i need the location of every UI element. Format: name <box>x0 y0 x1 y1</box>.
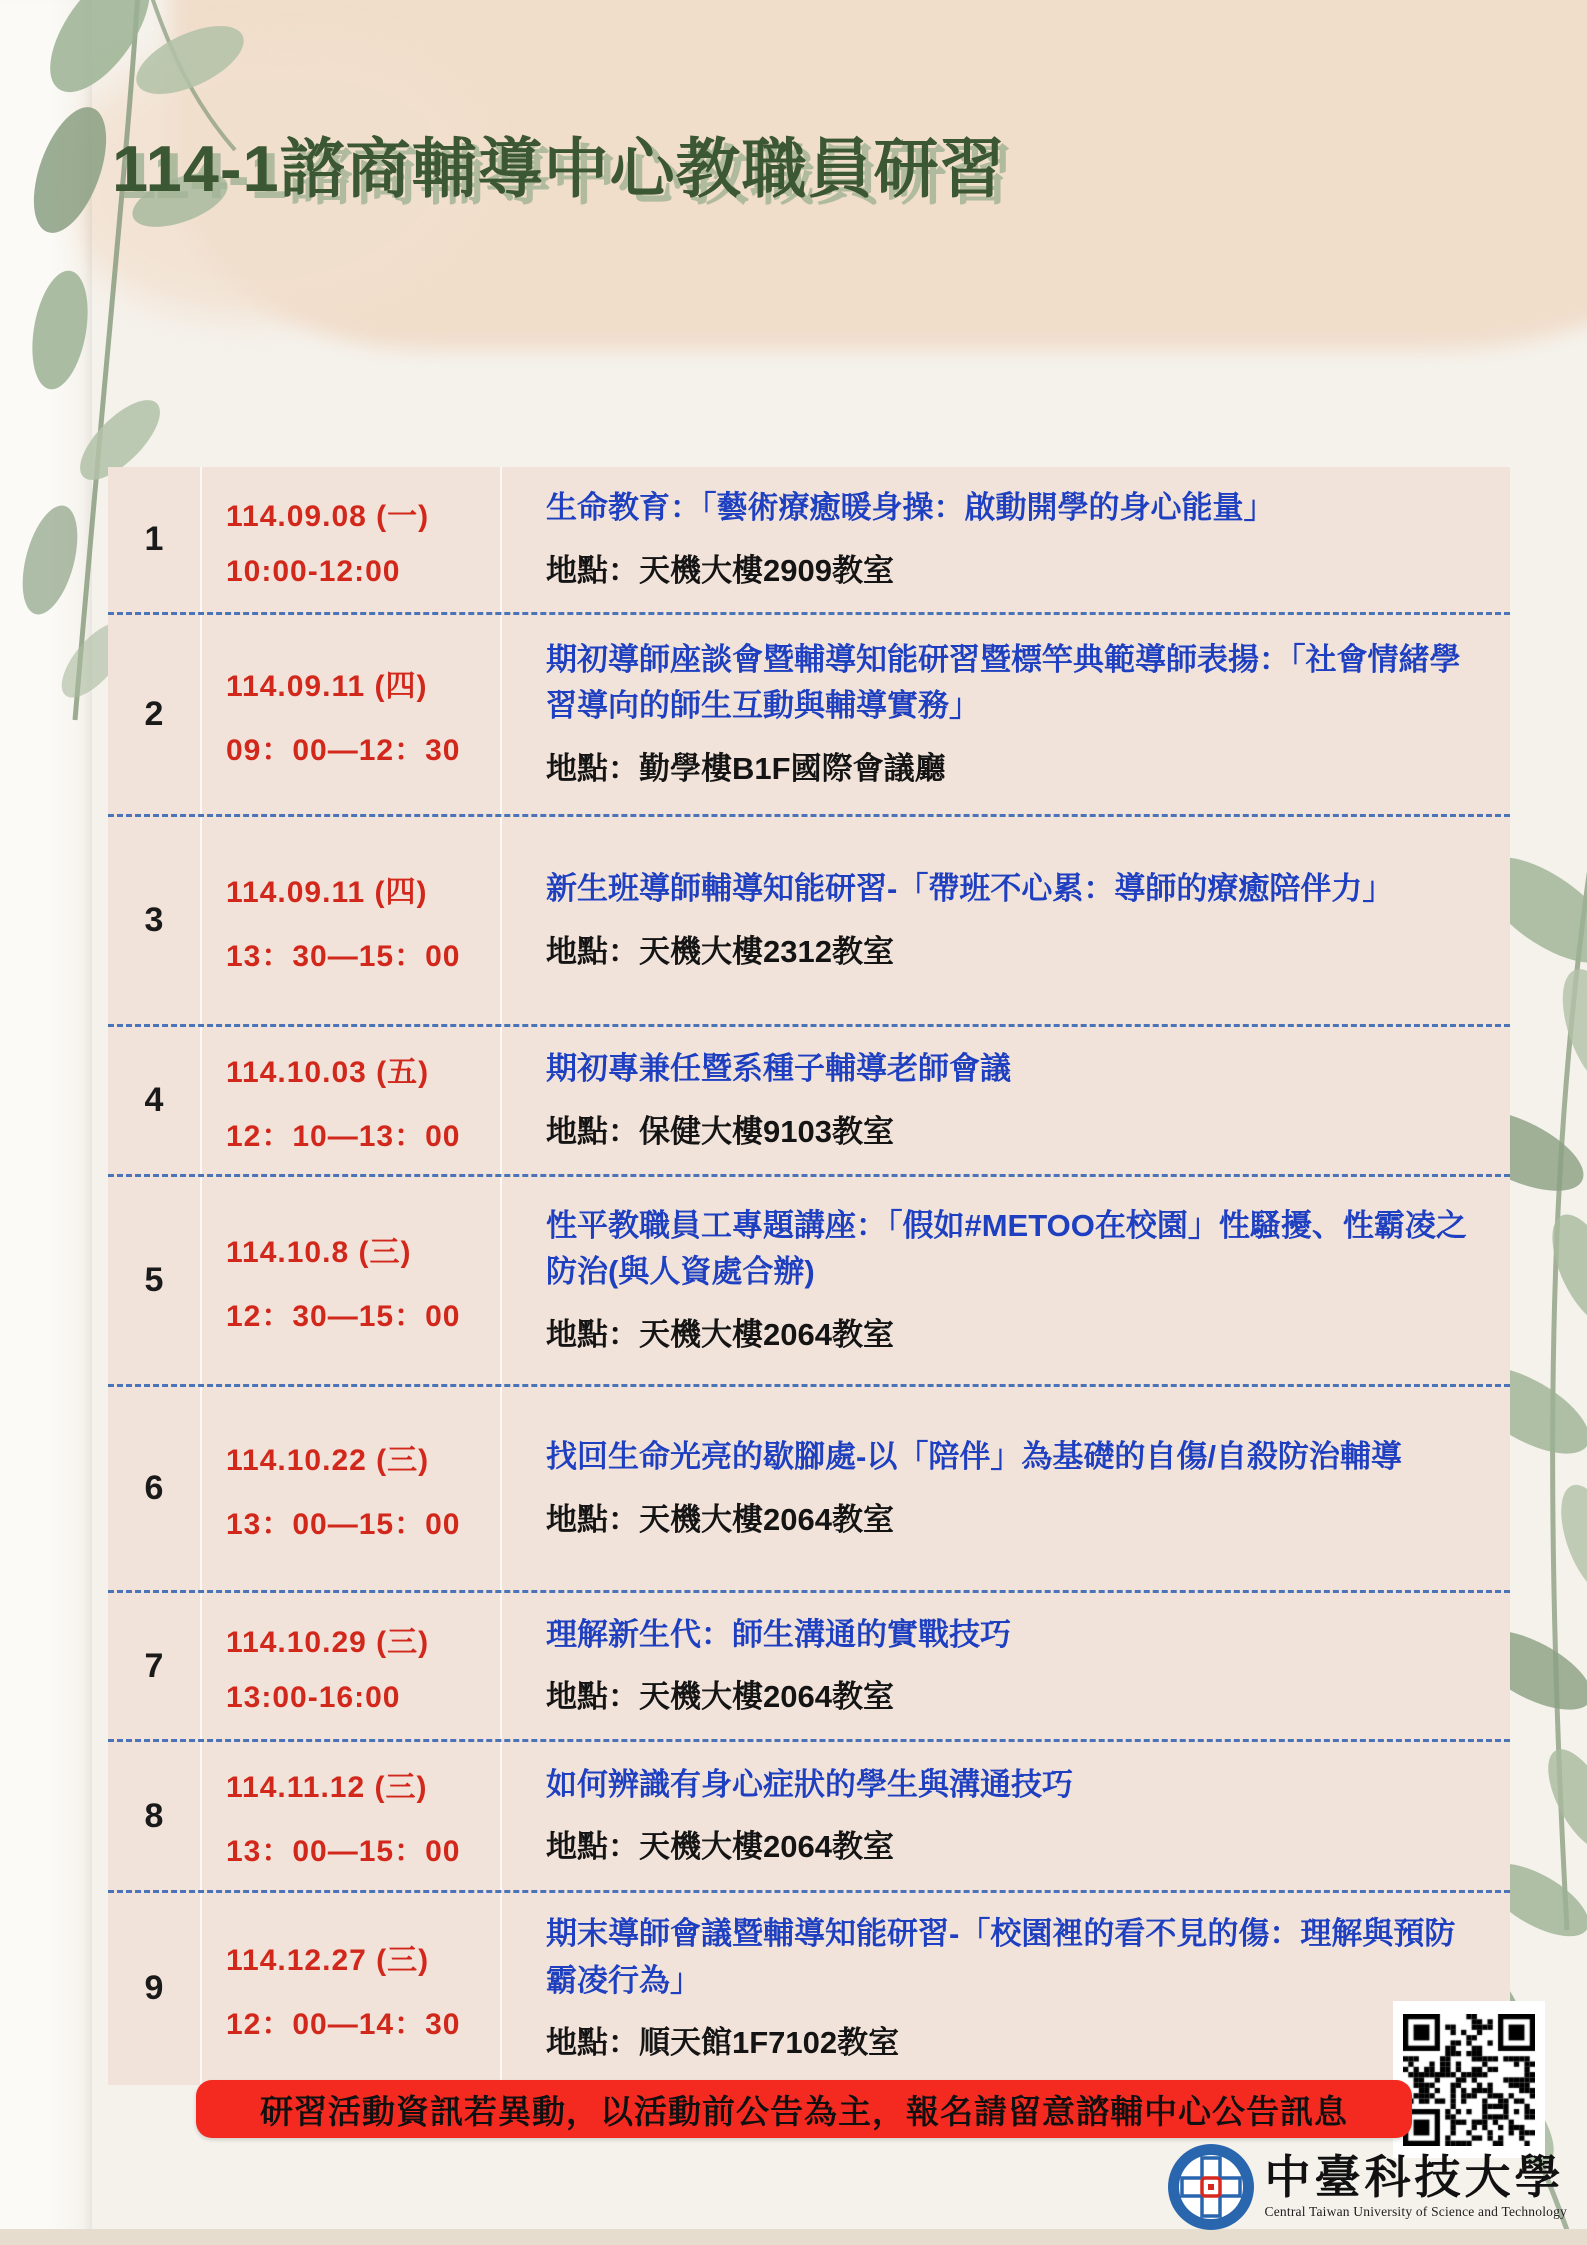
row-datetime <box>202 615 502 814</box>
notice-banner <box>196 2080 1412 2138</box>
schedule-table <box>108 467 1510 2085</box>
row-datetime <box>202 1387 502 1590</box>
event-location: 地點：天機大樓2064教室 <box>546 1829 894 1864</box>
university-name-zh: 中臺科技大學 <box>1264 2151 1565 2203</box>
row-time: 10:00-12:00 <box>226 554 401 588</box>
row-number: 4 <box>108 1027 202 1174</box>
row-content <box>502 1593 1510 1739</box>
row-date: 114.11.12 (三) <box>226 1771 428 1804</box>
event-location: 地點：勤學樓B1F國際會議廳 <box>546 750 946 786</box>
event-title: 新生班導師輔導知能研習-「帶班不心累：導師的療癒陪伴力」 <box>546 871 1394 906</box>
row-date: 114.12.27 (三) <box>226 1943 430 1977</box>
event-title: 如何辨識有身心症狀的學生與溝通技巧 <box>546 1766 1073 1802</box>
event-location: 地點：天機大樓2909教室 <box>546 552 894 588</box>
table-row <box>108 1024 1510 1174</box>
row-datetime <box>202 467 502 612</box>
bottom-band <box>0 2229 1587 2245</box>
row-date: 114.10.22 (三) <box>226 1443 430 1477</box>
row-time: 12：00—14：30 <box>226 2007 461 2041</box>
row-time: 13：00—15：00 <box>226 1507 461 1541</box>
table-row <box>108 1384 1510 1590</box>
table-row <box>108 1590 1510 1739</box>
row-time: 12：10—13：00 <box>226 1119 461 1153</box>
row-date: 114.09.11 (四) <box>226 669 428 703</box>
event-title: 期初專兼任暨系種子輔導老師會議 <box>546 1051 1011 1086</box>
row-date: 114.10.29 (三) <box>226 1626 430 1659</box>
row-date: 114.09.11 (四) <box>226 875 428 909</box>
row-date: 114.09.08 (一) <box>226 499 430 533</box>
row-content <box>502 1893 1510 2085</box>
row-content <box>502 467 1510 612</box>
table-row <box>108 814 1510 1024</box>
row-datetime <box>202 1893 502 2085</box>
university-emblem-icon <box>1167 2143 1255 2231</box>
event-title: 期末導師會議暨輔導知能研習-「校園裡的看不見的傷：理解與預防霸凌行為」 <box>546 1916 1456 1998</box>
row-time: 13：30—15：00 <box>226 939 461 973</box>
event-location: 地點：保健大樓9103教室 <box>546 1113 894 1149</box>
row-content <box>502 615 1510 814</box>
row-date: 114.10.03 (五) <box>226 1055 430 1089</box>
table-row <box>108 467 1510 612</box>
table-row <box>108 1890 1510 2085</box>
event-location: 地點：天機大樓2064教室 <box>546 1501 894 1537</box>
university-name-en: Central Taiwan University of Science and Technology <box>1264 2204 1567 2220</box>
row-content <box>502 1387 1510 1590</box>
row-time: 13:00-16:00 <box>226 1681 401 1714</box>
row-content <box>502 1742 1510 1890</box>
table-row <box>108 1739 1510 1890</box>
event-location: 地點：天機大樓2064教室 <box>546 1316 894 1352</box>
row-content <box>502 817 1510 1024</box>
event-title: 性平教職員工專題講座：「假如#METOO在校園」性騷擾、性霸凌之防治(與人資處合辦) <box>546 1207 1467 1290</box>
qr-code <box>1393 2001 1545 2158</box>
event-title: 生命教育：「藝術療癒暖身操：啟動開學的身心能量」 <box>546 490 1275 525</box>
event-title: 理解新生代：師生溝通的實戰技巧 <box>546 1616 1011 1652</box>
qr-code-pattern <box>1403 2014 1535 2146</box>
row-content <box>502 1177 1510 1384</box>
row-time: 09：00—12：30 <box>226 733 461 767</box>
event-location: 地點：天機大樓2064教室 <box>546 1679 894 1714</box>
university-logo <box>1167 2143 1567 2231</box>
row-datetime <box>202 1027 502 1174</box>
row-time: 12：30—15：00 <box>226 1299 461 1333</box>
row-number: 2 <box>108 615 202 814</box>
event-location: 地點：天機大樓2312教室 <box>546 933 894 969</box>
table-row <box>108 612 1510 814</box>
row-datetime <box>202 1742 502 1890</box>
row-content <box>502 1027 1510 1174</box>
row-number: 5 <box>108 1177 202 1384</box>
row-datetime <box>202 1177 502 1384</box>
page-title: 114-1諮商輔導中心教職員研習 <box>112 132 1006 205</box>
row-number: 3 <box>108 817 202 1024</box>
table-row <box>108 1174 1510 1384</box>
row-time: 13：00—15：00 <box>226 1835 461 1868</box>
event-title: 期初導師座談會暨輔導知能研習暨標竿典範導師表揚：「社會情緒學習導向的師生互動與輔導實務」 <box>546 641 1461 724</box>
row-date: 114.10.8 (三) <box>226 1235 412 1269</box>
notice-text: 研習活動資訊若異動，以活動前公告為主，報名請留意諮輔中心公告訊息 <box>260 2092 1348 2130</box>
row-number: 8 <box>108 1742 202 1890</box>
row-number: 1 <box>108 467 202 612</box>
row-number: 6 <box>108 1387 202 1590</box>
row-datetime <box>202 1593 502 1739</box>
row-datetime <box>202 817 502 1024</box>
university-name <box>1264 2151 1567 2220</box>
row-number: 9 <box>108 1893 202 2085</box>
event-location: 地點：順天館1F7102教室 <box>546 2025 900 2060</box>
row-number: 7 <box>108 1593 202 1739</box>
event-title: 找回生命光亮的歇腳處-以「陪伴」為基礎的自傷/自殺防治輔導 <box>546 1439 1402 1474</box>
